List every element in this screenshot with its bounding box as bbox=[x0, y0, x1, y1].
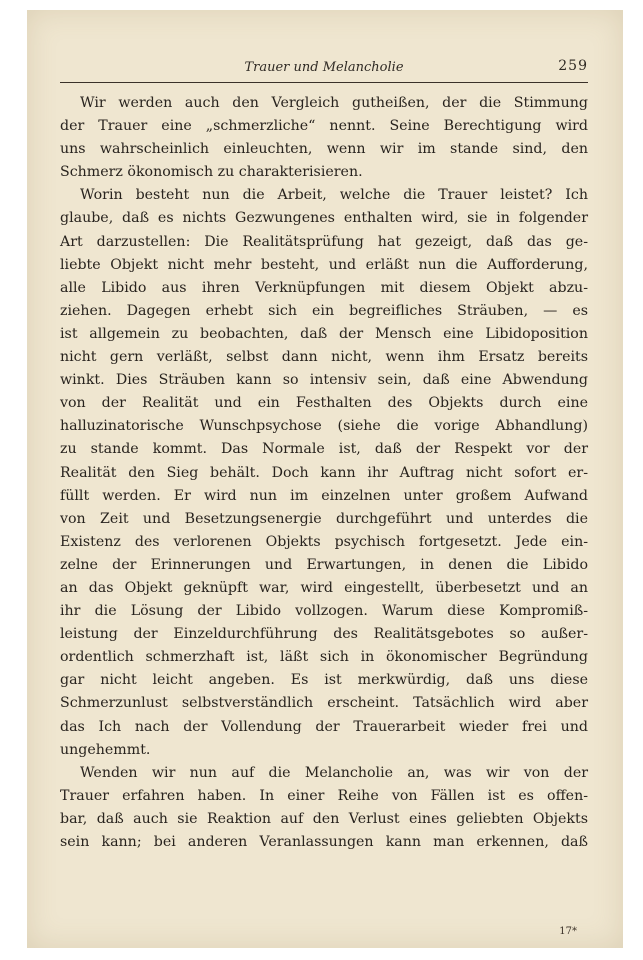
text-line: bar, daß auch sie Reaktion auf den Verlust eines geliebten Objekts bbox=[60, 810, 588, 827]
text-line: Art darzustellen: Die Realitätsprüfung hat gezeigt, daß das ge- bbox=[60, 233, 588, 250]
text-line: leistung der Einzeldurchführung des Realitätsgebotes so außer- bbox=[60, 626, 588, 643]
text-line: Trauer erfahren haben. In einer Reihe von Fällen ist es offen- bbox=[60, 787, 588, 804]
text-line: zelne der Erinnerungen und Erwartungen, in denen die Libido bbox=[60, 556, 588, 573]
text-line: Realität den Sieg behält. Doch kann ihr Auftrag nicht sofort er- bbox=[60, 464, 588, 481]
body-text bbox=[60, 92, 588, 854]
book-page bbox=[27, 10, 623, 948]
text-line: Schmerzunlust selbstverständlich erscheint. Tatsächlich wird aber bbox=[60, 695, 588, 712]
text-line: ist allgemein zu beobachten, daß der Mensch eine Libidoposition bbox=[60, 325, 588, 342]
text-line: ungehemmt. bbox=[60, 741, 151, 758]
paragraph bbox=[60, 762, 588, 854]
text-line: Worin besteht nun die Arbeit, welche die Trauer leistet? Ich bbox=[80, 187, 588, 204]
running-title: Trauer und Melancholie bbox=[244, 60, 404, 75]
text-line: uns wahrscheinlich einleuchten, wenn wir im stande sind, den bbox=[60, 141, 588, 158]
text-line: ordentlich schmerzhaft ist, läßt sich in ökonomischer Begründung bbox=[60, 649, 588, 666]
text-line: gar nicht leicht angeben. Es ist merkwürdig, daß uns diese bbox=[60, 672, 588, 689]
text-line: ihr die Lösung der Libido vollzogen. Warum diese Kompromiß- bbox=[60, 603, 588, 620]
paragraph bbox=[60, 92, 588, 184]
text-line: Schmerz ökonomisch zu charakterisieren. bbox=[60, 164, 363, 181]
text-line: halluzinatorische Wunschpsychose (siehe die vorige Abhandlung) bbox=[60, 418, 588, 435]
page-number: 259 bbox=[558, 58, 588, 74]
text-line: nicht gern verläßt, selbst dann nicht, wenn ihm Ersatz bereits bbox=[60, 349, 588, 366]
text-line: winkt. Dies Sträuben kann so intensiv sein, daß eine Abwendung bbox=[60, 372, 588, 389]
text-line: von Zeit und Besetzungsenergie durchgeführt und unterdes die bbox=[60, 510, 588, 527]
text-line: alle Libido aus ihren Verknüpfungen mit diesem Objekt abzu- bbox=[60, 279, 588, 296]
text-line: der Trauer eine „schmerzliche“ nennt. Seine Berechtigung wird bbox=[60, 118, 588, 135]
text-line: das Ich nach der Vollendung der Trauerarbeit wieder frei und bbox=[60, 718, 588, 735]
text-line: Existenz des verlorenen Objekts psychisch fortgesetzt. Jede ein- bbox=[60, 533, 588, 550]
text-line: zu stande kommt. Das Normale ist, daß der Respekt vor der bbox=[60, 441, 588, 458]
text-line: sein kann; bei anderen Veranlassungen kann man erkennen, daß bbox=[60, 834, 588, 850]
text-line: glaube, daß es nichts Gezwungenes enthalten wird, sie in folgender bbox=[60, 210, 588, 227]
page-header bbox=[60, 58, 588, 83]
paragraph bbox=[60, 184, 588, 761]
text-line: Wir werden auch den Vergleich gutheißen, der die Stimmung bbox=[80, 95, 588, 111]
printer-signature: 17* bbox=[559, 926, 577, 937]
text-line: ziehen. Dagegen erhebt sich ein begreifliches Sträuben, — es bbox=[60, 302, 588, 319]
text-line: füllt werden. Er wird nun im einzelnen unter großem Aufwand bbox=[60, 487, 588, 504]
text-line: von der Realität und ein Festhalten des Objekts durch eine bbox=[60, 395, 588, 412]
text-line: Wenden wir nun auf die Melancholie an, was wir von der bbox=[80, 764, 588, 781]
text-line: an das Objekt geknüpft war, wird eingestellt, überbesetzt und an bbox=[60, 579, 588, 596]
text-line: liebte Objekt nicht mehr besteht, und erläßt nun die Aufforderung, bbox=[60, 256, 588, 273]
